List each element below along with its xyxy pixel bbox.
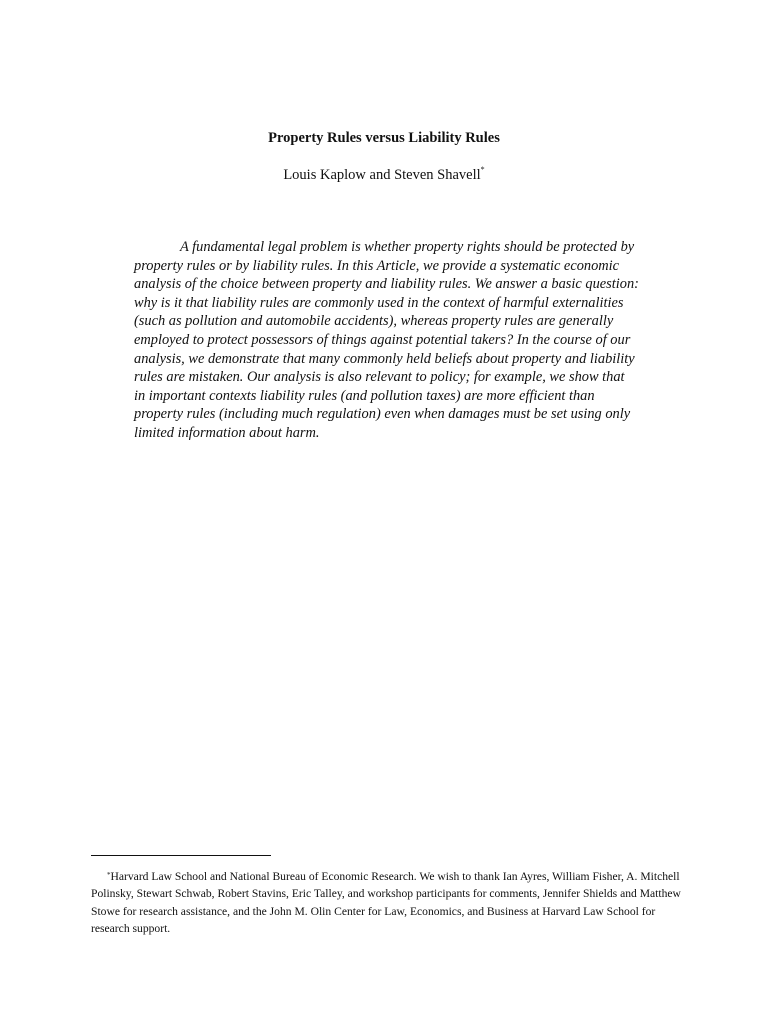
paper-title: Property Rules versus Liability Rules bbox=[268, 130, 500, 146]
author-names: Louis Kaplow and Steven Shavell bbox=[283, 167, 481, 183]
footnote bbox=[91, 868, 683, 937]
footnote-text: Harvard Law School and National Bureau of Economic Research. We wish to thank Ian Ayres, William Fisher, A. Mitchell Polinsky, Stewart Schwab, Robert Stavins, Eric Talley, and workshop participants for comments, Jennifer Shields and Matthew Stowe for research assistance, and the John M. Olin Center for Law, Economics, and Business at Harvard Law School for research support. bbox=[91, 870, 681, 935]
author-footnote-marker: * bbox=[480, 165, 485, 174]
abstract-paragraph: A fundamental legal problem is whether property rights should be protected by property rules or by liability rules. In this Article, we provide a systematic economic analysis of the choice between property and liability rules. We answer a basic question: why is it that liability rules are commonly used in the context of harmful externalities (such as pollution and automobile accidents), whereas property rules are generally employed to protect possessors of things against potential takers? In the course of our analysis, we demonstrate that many commonly held beliefs about property and liability rules are mistaken. Our analysis is also relevant to policy; for example, we show that in important contexts liability rules (and pollution taxes) are more efficient than property rules (including much regulation) even when damages must be set using only limited information about harm. bbox=[134, 239, 639, 441]
footnote-marker: * bbox=[107, 871, 111, 879]
paper-authors bbox=[0, 167, 768, 184]
footnote-separator bbox=[91, 855, 271, 856]
